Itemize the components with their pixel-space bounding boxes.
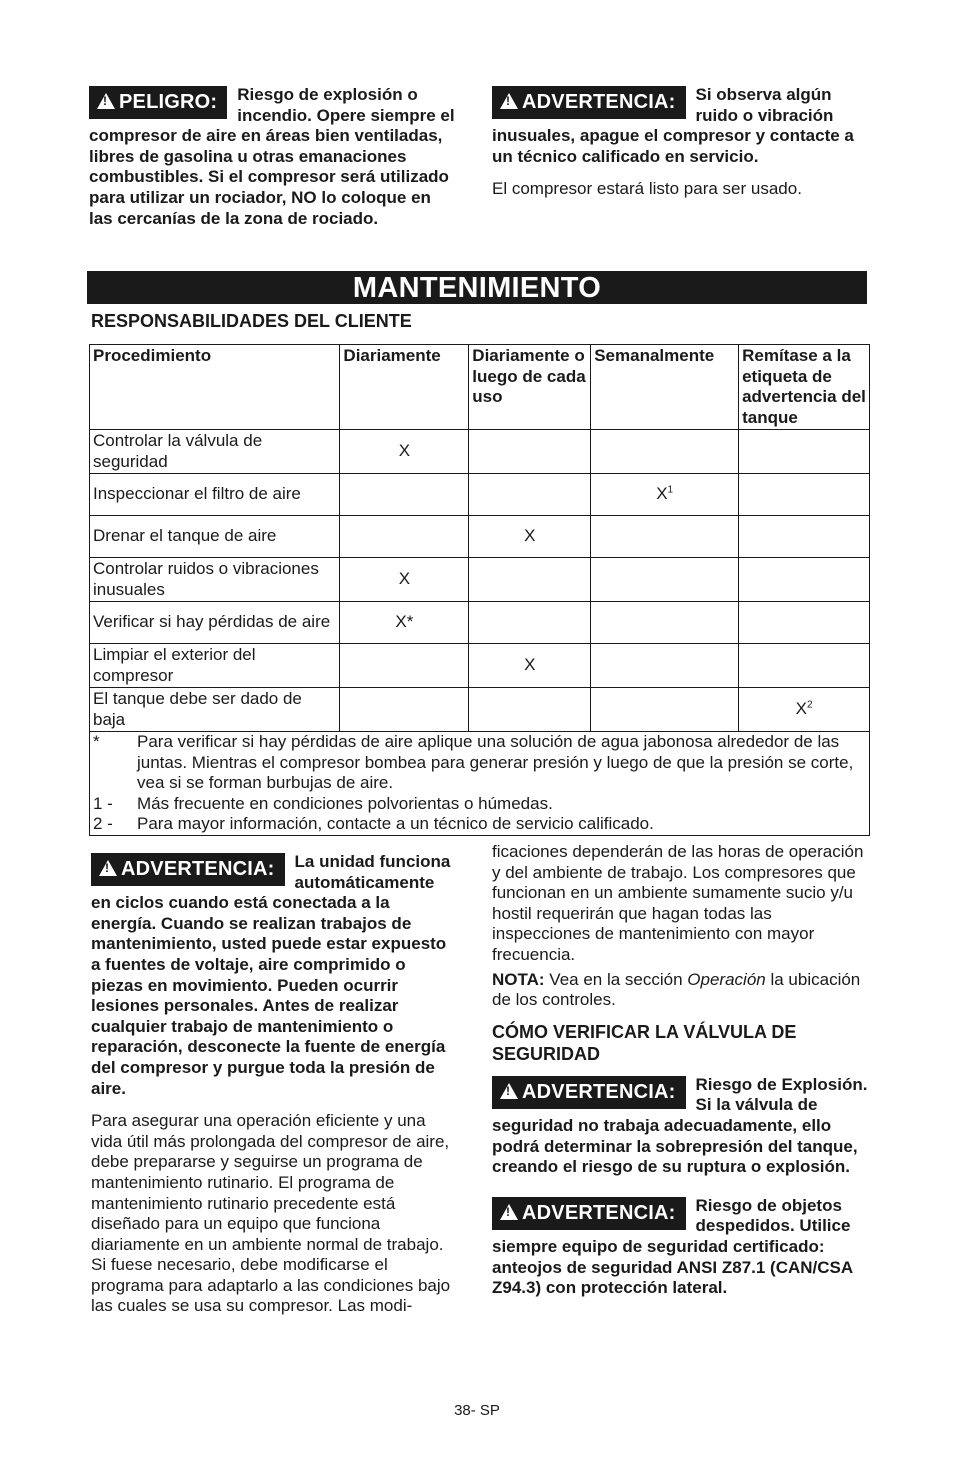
projectile-warning-text: Riesgo de objetos despedidos. Utilice siempre equipo de seguridad certificado: anteojos de seguridad ANSI Z87.1 (CAN/CSA Z94.3) con protección lateral. — [492, 1195, 853, 1298]
after-use-cell — [469, 602, 591, 644]
weekly-cell — [591, 474, 739, 516]
header-procedure: Procedimiento — [90, 345, 340, 430]
procedure-cell: Controlar ruidos o vibraciones inusuales — [90, 558, 340, 602]
tank-label-cell — [739, 516, 870, 558]
warning-triangle-icon — [500, 1083, 518, 1099]
warning-badge-label: ADVERTENCIA: — [522, 91, 676, 113]
weekly-cell — [591, 688, 739, 732]
note-text: Para verificar si hay pérdidas de aire aplique una solución de agua jabonosa alrededor de las juntas. Mientras el compresor bombea para generar presión y luego de que la presión se corte, vea si se forman burbujas de aire. — [137, 732, 854, 792]
explosion-warning-text: Riesgo de Explosión. Si la válvula de seguridad no trabaja adecuadamente, ello podrá determinar la sobrepresión del tanque, creando el riesgo de su ruptura o explosión. — [492, 1074, 868, 1177]
warning-triangle-icon — [500, 93, 518, 109]
table-row — [90, 688, 870, 732]
warning-badge-label: ADVERTENCIA: — [121, 858, 275, 880]
note-pre: Vea en la sección — [549, 969, 683, 989]
daily-cell — [340, 688, 469, 732]
table-row — [90, 474, 870, 516]
warning-badge-label: ADVERTENCIA: — [522, 1201, 676, 1224]
table-row — [90, 430, 870, 474]
tank-label-cell — [739, 688, 870, 732]
table-row — [90, 558, 870, 602]
table-row — [90, 516, 870, 558]
tank-label-mark: X — [795, 699, 807, 719]
table-notes-row — [90, 732, 870, 836]
projectile-warning — [492, 1196, 870, 1299]
tank-label-cell — [739, 602, 870, 644]
customer-responsibilities-heading: RESPONSABILIDADES DEL CLIENTE — [91, 311, 412, 331]
maintenance-intro: Para asegurar una operación eficiente y una vida útil más prolongada del compresor de aire, debe prepararse y seguirse un programa de mantenimiento rutinario. El programa de mantenimiento rutinario precedente está diseñado para un equipo que funciona diariamente en un ambiente normal de trabajo. Si fuese necesario, debe modificarse el programa para adaptarlo a las condiciones bajo las cuales se usa su compresor. Las modi- — [91, 1111, 451, 1316]
procedure-cell: Verificar si hay pérdidas de aire — [90, 602, 340, 644]
ready-text: El compresor estará listo para ser usado. — [492, 179, 802, 199]
note-marker: * — [93, 732, 100, 751]
weekly-cell — [591, 558, 739, 602]
procedure-cell: El tanque debe ser dado de baja — [90, 688, 340, 732]
safety-valve-heading: CÓMO VERIFICAR LA VÁLVULA DE SEGURIDAD — [492, 1021, 797, 1064]
after-use-cell — [469, 474, 591, 516]
warning-triangle-icon — [99, 860, 117, 876]
after-use-cell — [469, 558, 591, 602]
table-note — [93, 794, 866, 815]
right-column — [492, 842, 870, 1299]
note-paragraph — [492, 970, 870, 1011]
note-label: NOTA: — [492, 969, 545, 989]
table-notes — [90, 732, 870, 836]
daily-cell — [340, 516, 469, 558]
warning-badge — [91, 853, 285, 886]
footnote-ref: 2 — [806, 699, 813, 711]
tank-label-cell — [739, 474, 870, 516]
after-use-cell: X — [469, 516, 591, 558]
table-note — [93, 814, 866, 835]
footnote-ref: 1 — [667, 484, 674, 496]
section-title: MANTENIMIENTO — [87, 271, 867, 304]
warning-triangle-icon — [97, 93, 115, 109]
tank-label-cell — [739, 644, 870, 688]
weekly-cell — [591, 644, 739, 688]
note-post: la ubicación de los controles. — [492, 969, 861, 1010]
after-use-cell — [469, 430, 591, 474]
daily-cell: X* — [340, 602, 469, 644]
auto-cycle-warning — [91, 852, 453, 1099]
maintenance-table — [89, 344, 870, 836]
after-use-cell: X — [469, 644, 591, 688]
maintenance-continuation: ficaciones dependerán de las horas de operación y del ambiente de trabajo. Los compresores que funcionan en un ambiente sumamente sucio y/u hostil requerirán que hagan todas las inspecciones de mantenimiento con mayor frecuencia. — [492, 842, 864, 964]
daily-cell — [340, 644, 469, 688]
table-header-row — [90, 345, 870, 430]
warning-badge — [492, 1197, 686, 1230]
auto-cycle-warning-text: La unidad funciona automáticamente en ciclos cuando está conectada a la energía. Cuando se realizan trabajos de mantenimiento, usted puede estar expuesto a fuentes de voltaje, aire comprimido o piezas en movimiento. Pueden ocurrir lesiones personales. Antes de realizar cualquier trabajo de mantenimiento o reparación, desconecte la fuente de energía del compresor y purgue toda la presión de aire. — [91, 852, 451, 1098]
page-number: 38- SP — [454, 1402, 500, 1419]
warning-badge — [492, 86, 686, 119]
header-after-use: Diariamente o luego de cada uso — [469, 345, 591, 430]
procedure-cell: Inspeccionar el filtro de aire — [90, 474, 340, 516]
header-daily: Diariamente — [340, 345, 469, 430]
warning-badge-label: ADVERTENCIA: — [522, 1080, 676, 1103]
daily-cell — [340, 474, 469, 516]
table-row — [90, 644, 870, 688]
danger-warning-block — [89, 85, 457, 229]
danger-badge — [89, 86, 227, 119]
noise-warning-text: Si observa algún ruido o vibración inusuales, apague el compresor y contacte a un técnico calificado en servicio. — [492, 85, 854, 166]
note-text: Para mayor información, contacte a un técnico de servicio calificado. — [137, 814, 654, 833]
note-section-name: Operación — [687, 969, 766, 989]
procedure-cell: Drenar el tanque de aire — [90, 516, 340, 558]
weekly-cell — [591, 602, 739, 644]
note-marker: 1 - — [93, 793, 113, 813]
danger-text: Riesgo de explosión o incendio. Opere siempre el compresor de aire en áreas bien ventiladas, libres de gasolina u otras emanaciones combustibles. Si el compresor será utilizado para utilizar un rociador, NO lo coloque en las cercanías de la zona de rociado. — [89, 85, 455, 228]
warning-badge — [492, 1076, 686, 1109]
daily-cell: X — [340, 430, 469, 474]
table-row — [90, 602, 870, 644]
procedure-cell: Limpiar el exterior del compresor — [90, 644, 340, 688]
after-use-cell — [469, 688, 591, 732]
header-weekly: Semanalmente — [591, 345, 739, 430]
left-column — [91, 852, 453, 1317]
warning-triangle-icon — [500, 1204, 518, 1220]
table-note — [93, 732, 866, 794]
daily-cell: X — [340, 558, 469, 602]
procedure-cell: Controlar la válvula de seguridad — [90, 430, 340, 474]
tank-label-cell — [739, 558, 870, 602]
noise-warning-block — [492, 85, 867, 200]
weekly-cell — [591, 430, 739, 474]
note-marker: 2 - — [93, 814, 113, 833]
danger-badge-label: PELIGRO: — [119, 91, 218, 113]
tank-label-cell — [739, 430, 870, 474]
explosion-warning — [492, 1075, 870, 1178]
note-text: Más frecuente en condiciones polvorientas o húmedas. — [137, 793, 553, 813]
weekly-cell — [591, 516, 739, 558]
weekly-mark: X — [656, 484, 668, 504]
header-tank-label: Remítase a la etiqueta de advertencia del tanque — [739, 345, 870, 430]
